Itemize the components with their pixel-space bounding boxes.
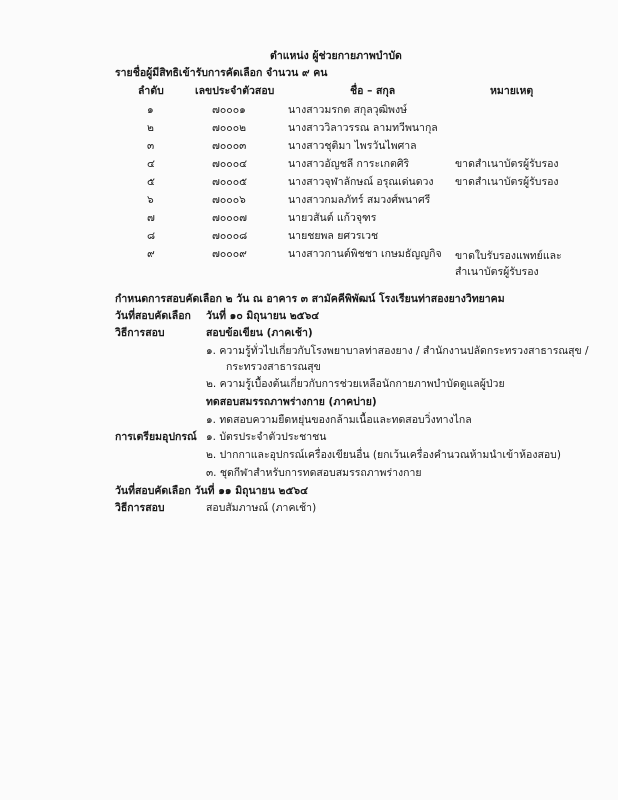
day2-line: วันที่สอบคัดเลือก วันที่ ๑๑ มิถุนายน ๒๕๖๔ bbox=[115, 485, 309, 497]
position-title: ตำแหน่ง ผู้ช่วยกายภาพบำบัด bbox=[270, 50, 402, 62]
fitness-item-1: ๑. ทดสอบความยืดหยุ่นของกล้ามเนื้อและทดสอบวิ่งทางไกล bbox=[206, 414, 472, 426]
row-exam-id: ๗๐๐๐๕ bbox=[212, 176, 248, 188]
row-remark-cont: สำเนาบัตรผู้รับรอง bbox=[455, 266, 539, 278]
row-exam-id: ๗๐๐๐๔ bbox=[212, 158, 248, 170]
equipment-item-3: ๓. ชุดกีฬาสำหรับการทดสอบสมรรถภาพร่างกาย bbox=[206, 467, 422, 479]
row-name: นางสาวชุติมา ไพรวันไพศาล bbox=[288, 140, 417, 152]
col-header-no: ลำดับ bbox=[138, 85, 164, 97]
written-item-1: ๑. ความรู้ทั่วไปเกี่ยวกับโรงพยาบาลท่าสองยาง / สำนักงานปลัดกระทรวงสาธารณสุข / bbox=[206, 345, 589, 357]
row-no: ๔ bbox=[147, 158, 155, 170]
written-item-2: ๒. ความรู้เบื้องต้นเกี่ยวกับการช่วยเหลือนักกายภาพบำบัดดูแลผู้ป่วย bbox=[206, 378, 505, 390]
row-no: ๙ bbox=[147, 248, 155, 260]
row-name: นางสาวอัญชลี การะเกตศิริ bbox=[288, 158, 410, 170]
row-no: ๒ bbox=[147, 122, 154, 134]
row-remark: ขาดใบรับรองแพทย์และ bbox=[455, 250, 562, 262]
fitness-title: ทดสอบสมรรถภาพร่างกาย (ภาคบ่าย) bbox=[206, 396, 377, 408]
row-remark: ขาดสำเนาบัตรผู้รับรอง bbox=[455, 176, 559, 188]
written-title: สอบข้อเขียน (ภาคเช้า) bbox=[206, 327, 313, 339]
day1-date: วันที่ ๑๐ มิถุนายน ๒๕๖๔ bbox=[206, 310, 320, 322]
row-name: นางสาวจุฬาลักษณ์ อรุณเด่นดวง bbox=[288, 176, 434, 188]
row-no: ๓ bbox=[147, 140, 155, 152]
interview-text: สอบสัมภาษณ์ (ภาคเช้า) bbox=[206, 502, 317, 514]
row-remark: ขาดสำเนาบัตรผู้รับรอง bbox=[455, 158, 559, 170]
row-no: ๘ bbox=[147, 230, 156, 242]
equipment-label: การเตรียมอุปกรณ์ bbox=[115, 431, 197, 443]
col-header-exam-id: เลขประจำตัวสอบ bbox=[195, 85, 275, 97]
schedule-heading: กำหนดการสอบคัดเลือก ๒ วัน ณ อาคาร ๓ สามัคคีพิพัฒน์ โรงเรียนท่าสองยางวิทยาคม bbox=[115, 293, 505, 305]
row-exam-id: ๗๐๐๐๘ bbox=[212, 230, 248, 242]
method-label: วิธีการสอบ bbox=[115, 327, 165, 339]
row-name: นางสาวมรกต สกุลวุฒิพงษ์ bbox=[288, 104, 408, 116]
row-name: นายชยพล ยศวรเวช bbox=[288, 230, 379, 242]
row-no: ๕ bbox=[147, 176, 155, 188]
col-header-name: ชื่อ – สกุล bbox=[350, 85, 396, 97]
day1-label: วันที่สอบคัดเลือก bbox=[115, 310, 191, 322]
col-header-remark: หมายเหตุ bbox=[490, 85, 534, 97]
row-no: ๖ bbox=[147, 194, 154, 206]
row-no: ๑ bbox=[147, 104, 154, 116]
row-name: นางสาวกานต์พิชชา เกษมธัญญกิจ bbox=[288, 248, 442, 260]
row-exam-id: ๗๐๐๐๒ bbox=[212, 122, 247, 134]
row-exam-id: ๗๐๐๐๓ bbox=[212, 140, 247, 152]
row-exam-id: ๗๐๐๐๙ bbox=[212, 248, 247, 260]
row-exam-id: ๗๐๐๐๑ bbox=[212, 104, 246, 116]
written-item-1-cont: กระทรวงสาธารณสุข bbox=[226, 361, 321, 373]
row-no: ๗ bbox=[147, 212, 155, 224]
row-exam-id: ๗๐๐๐๖ bbox=[212, 194, 246, 206]
method2-label: วิธีการสอบ bbox=[115, 502, 165, 514]
row-name: นางสาวกมลภัทร์ สมวงศ์พนาศรี bbox=[288, 194, 431, 206]
equipment-item-2: ๒. ปากกาและอุปกรณ์เครื่องเขียนอื่น (ยกเว้นเครื่องคำนวณห้ามนำเข้าห้องสอบ) bbox=[206, 449, 561, 461]
row-name: นางสาววิลาวรรณ ลามทวีพนากุล bbox=[288, 122, 438, 134]
row-exam-id: ๗๐๐๐๗ bbox=[212, 212, 248, 224]
equipment-item-1: ๑. บัตรประจำตัวประชาชน bbox=[206, 431, 327, 443]
row-name: นายวสันต์ แก้วจุฑร bbox=[288, 212, 377, 224]
list-heading: รายชื่อผู้มีสิทธิเข้ารับการคัดเลือก จำนวน ๙ คน bbox=[115, 67, 328, 79]
